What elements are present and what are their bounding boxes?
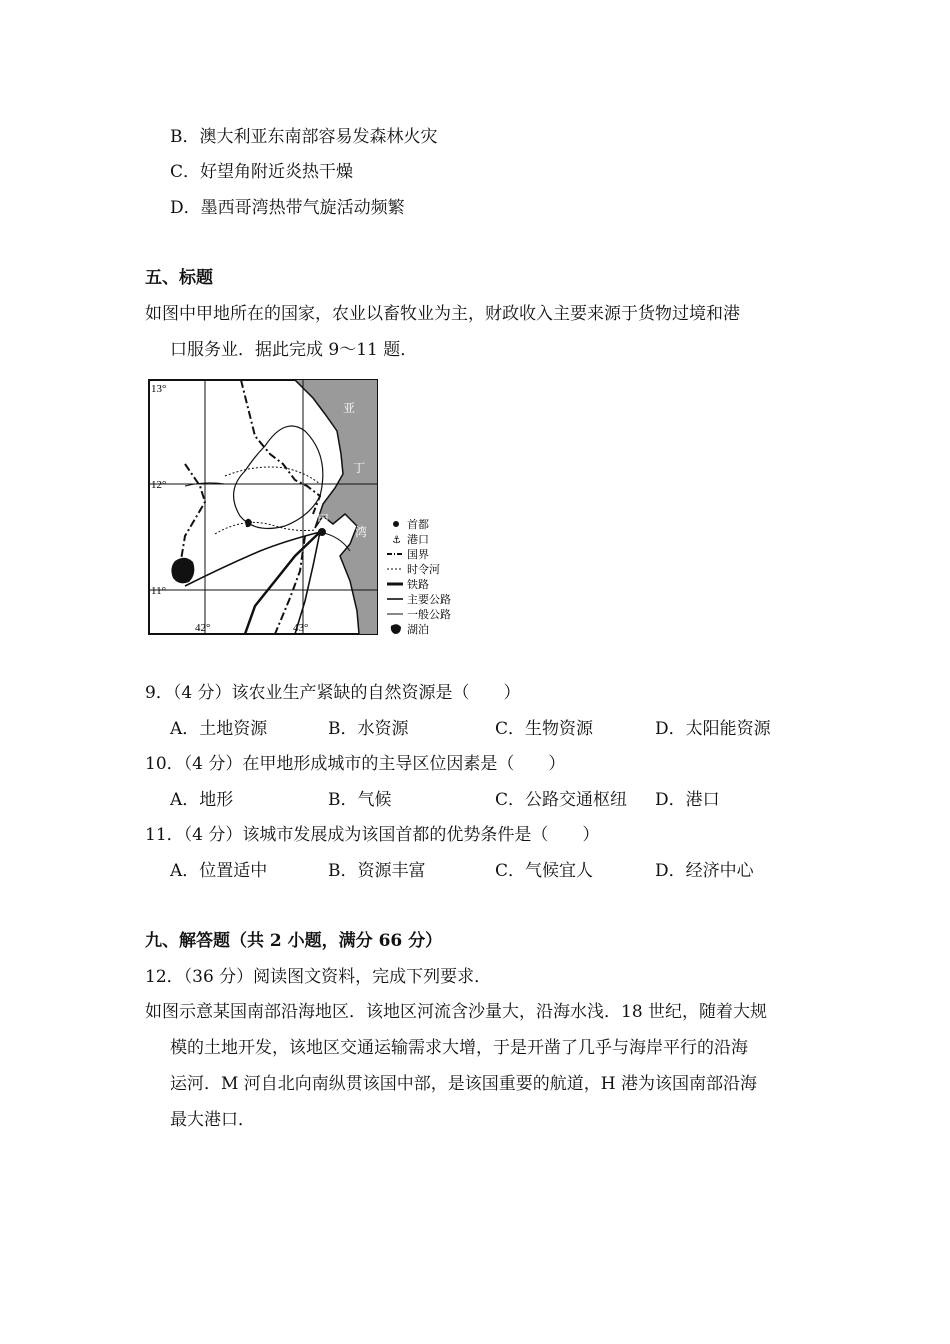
legend-river: 时令河 bbox=[407, 563, 440, 576]
lake-large bbox=[171, 558, 194, 584]
q12-paragraph-line2: 模的土地开发，该地区交通运输需求大增，于是开凿了几乎与海岸平行的沿海 bbox=[170, 1038, 748, 1058]
q9-option-b: B．水资源 bbox=[328, 719, 409, 739]
q10-option-a: A．地形 bbox=[170, 790, 234, 810]
q10-option-c: C．公路交通枢纽 bbox=[495, 790, 628, 810]
legend-capital: 首都 bbox=[407, 518, 429, 531]
option-d-prev: D．墨西哥湾热带气旋活动频繁 bbox=[170, 198, 405, 218]
lat-label-13: 13° bbox=[151, 383, 167, 395]
q12-paragraph-line4: 最大港口． bbox=[170, 1110, 255, 1130]
legend-lake-icon bbox=[391, 624, 401, 634]
option-b-prev: B．澳大利亚东南部容易发森林火灾 bbox=[170, 127, 438, 147]
sea-label-wan: 湾 bbox=[355, 525, 368, 539]
sea-label-ding: 丁 bbox=[353, 461, 366, 475]
legend-lake: 湖泊 bbox=[407, 623, 429, 636]
sea-label-ya: 亚 bbox=[343, 401, 356, 415]
question-10-stem: 10．（4 分）在甲地形成城市的主导区位因素是（ ） bbox=[145, 754, 566, 774]
question-11-stem: 11．（4 分）该城市发展成为该国首都的优势条件是（ ） bbox=[145, 825, 600, 845]
legend-main-road: 主要公路 bbox=[407, 593, 451, 606]
map-legend bbox=[387, 517, 451, 636]
section5-intro-line2: 口服务业．据此完成 9～11 题． bbox=[170, 340, 418, 360]
section9-heading: 九、解答题（共 2 小题，满分 66 分） bbox=[145, 931, 443, 951]
legend-anchor-icon: ⚓ bbox=[392, 535, 401, 546]
q9-option-c: C．生物资源 bbox=[495, 719, 594, 739]
q9-option-a: A．土地资源 bbox=[170, 719, 268, 739]
option-c-prev: C．好望角附近炎热干燥 bbox=[170, 162, 354, 182]
q11-option-c: C．气候宜人 bbox=[495, 861, 594, 881]
section5-intro-line1: 如图中甲地所在的国家，农业以畜牧业为主，财政收入主要来源于货物过境和港 bbox=[145, 304, 740, 324]
legend-railway: 铁路 bbox=[407, 578, 429, 591]
q11-option-b: B．资源丰富 bbox=[328, 861, 426, 881]
q9-option-d: D．太阳能资源 bbox=[655, 719, 771, 739]
place-label-jia: 甲 bbox=[317, 513, 330, 527]
q11-option-d: D．经济中心 bbox=[655, 861, 754, 881]
lat-label-12: 12° bbox=[151, 479, 167, 491]
q10-option-d: D．港口 bbox=[655, 790, 720, 810]
legend-port: 港口 bbox=[407, 533, 429, 546]
legend-border: 国界 bbox=[407, 548, 429, 561]
q11-option-a: A．位置适中 bbox=[170, 861, 268, 881]
lon-label-43: 43° bbox=[293, 622, 309, 634]
question-12-stem: 12．（36 分）阅读图文资料，完成下列要求． bbox=[145, 967, 492, 987]
lat-label-11: 11° bbox=[151, 585, 166, 597]
lon-label-42: 42° bbox=[195, 622, 211, 634]
q12-paragraph-line3: 运河．M 河自北向南纵贯该国中部，是该国重要的航道，H 港为该国南部沿海 bbox=[170, 1074, 758, 1094]
section5-heading: 五、标题 bbox=[145, 268, 213, 288]
capital-dot bbox=[318, 528, 326, 536]
map-figure bbox=[145, 376, 470, 638]
q12-paragraph-line1: 如图示意某国南部沿海地区．该地区河流含沙量大，沿海水浅．18 世纪，随着大规 bbox=[145, 1002, 768, 1022]
question-9-stem: 9．（4 分）该农业生产紧缺的自然资源是（ ） bbox=[145, 683, 521, 703]
legend-road: 一般公路 bbox=[407, 608, 451, 621]
legend-capital-icon bbox=[393, 521, 399, 527]
q10-option-b: B．气候 bbox=[328, 790, 392, 810]
